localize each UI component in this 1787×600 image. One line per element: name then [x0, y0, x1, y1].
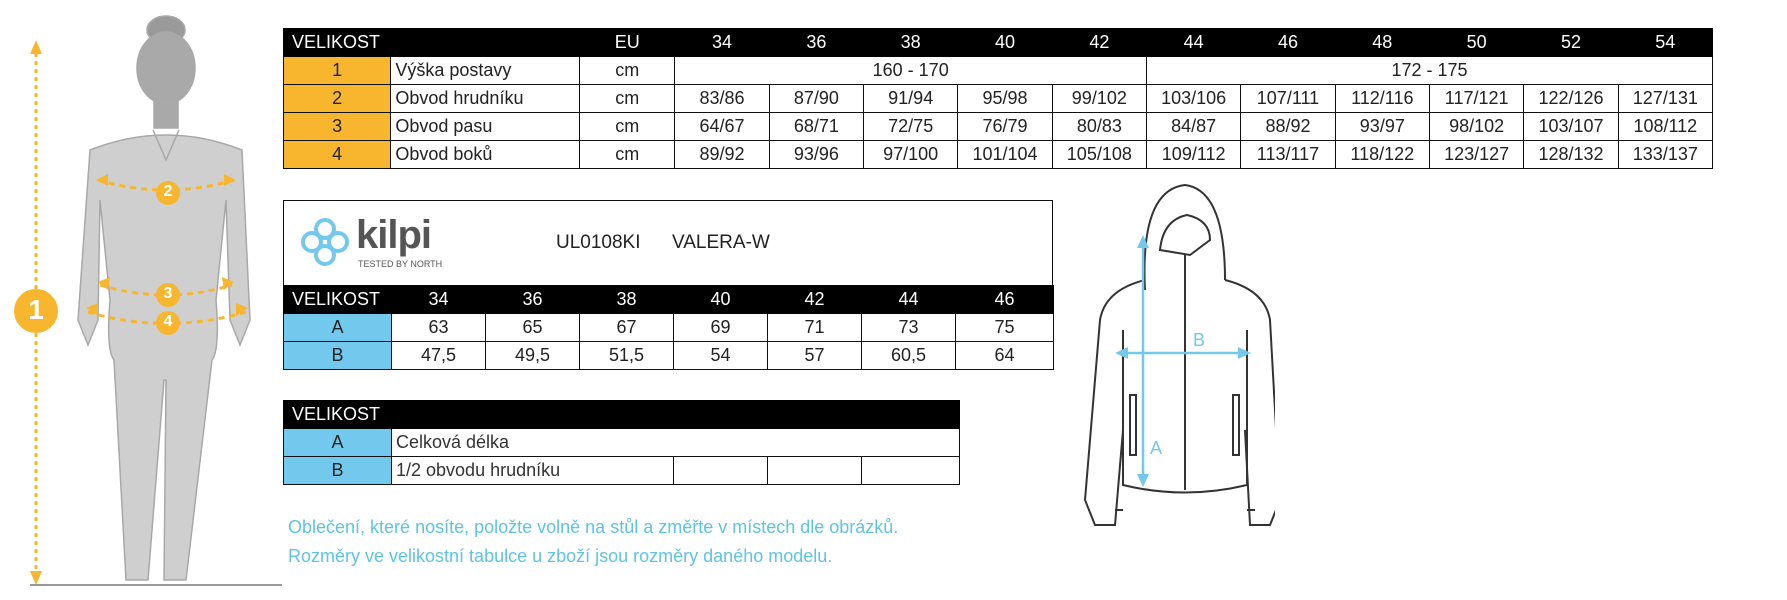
header-size: 50	[1429, 29, 1523, 57]
body-measurement-figure	[0, 0, 290, 600]
row-description: 1/2 obvodu hrudníku	[392, 457, 674, 485]
header-size: 36	[486, 286, 580, 314]
table-cell: 57	[768, 342, 862, 370]
table-cell: 118/122	[1335, 141, 1429, 169]
row-label: A	[284, 314, 392, 342]
table-cell: 112/116	[1335, 85, 1429, 113]
row-number: 2	[284, 85, 391, 113]
row-label: A	[284, 429, 392, 457]
size-chart-table	[283, 28, 1713, 169]
table-cell: 76/79	[958, 113, 1052, 141]
marker-chest: 2	[163, 183, 173, 200]
table-cell: 64/67	[675, 113, 769, 141]
header-size: 42	[768, 286, 862, 314]
row-unit: cm	[580, 141, 675, 169]
brand-header	[283, 200, 1053, 285]
table-cell: 99/102	[1052, 85, 1146, 113]
table-cell: 113/117	[1241, 141, 1335, 169]
table-cell: 107/111	[1241, 85, 1335, 113]
header-size: 38	[580, 286, 674, 314]
marker-waist: 3	[163, 285, 173, 302]
table-cell: 127/131	[1618, 85, 1712, 113]
row-label: B	[284, 457, 392, 485]
table-row	[284, 457, 960, 485]
table-cell: 133/137	[1618, 141, 1712, 169]
table-row	[284, 85, 1713, 113]
table-cell: 89/92	[675, 141, 769, 169]
row-label: Výška postavy	[391, 57, 580, 85]
kilpi-knot-logo-icon	[298, 215, 352, 269]
table-row	[284, 57, 1713, 85]
table-cell: 80/83	[1052, 113, 1146, 141]
legend-header	[284, 401, 960, 429]
row-number: 3	[284, 113, 391, 141]
jacket-label-b: B	[1193, 330, 1206, 350]
header-size: 34	[392, 286, 486, 314]
table-cell: 64	[956, 342, 1054, 370]
table-cell: 54	[674, 342, 768, 370]
note-line: Oblečení, které nosíte, položte volně na stůl a změřte v místech dle obrázků.	[288, 517, 899, 537]
header-size: 46	[956, 286, 1054, 314]
header-size: 34	[675, 29, 769, 57]
table-cell: 122/126	[1524, 85, 1618, 113]
row-unit: cm	[580, 113, 675, 141]
height-group-cell: 160 - 170	[675, 57, 1147, 85]
table-cell: 117/121	[1429, 85, 1523, 113]
header-size: 46	[1241, 29, 1335, 57]
header-size: 38	[864, 29, 958, 57]
table-cell: 93/96	[769, 141, 863, 169]
empty-cell	[674, 457, 768, 485]
row-description: Celková délka	[392, 429, 960, 457]
table-row	[284, 342, 1054, 370]
table-cell: 95/98	[958, 85, 1052, 113]
table-cell: 88/92	[1241, 113, 1335, 141]
table-cell: 49,5	[486, 342, 580, 370]
row-unit: cm	[580, 85, 675, 113]
table-cell: 91/94	[864, 85, 958, 113]
table-row	[284, 113, 1713, 141]
table-cell: 103/106	[1147, 85, 1241, 113]
table-cell: 73	[862, 314, 956, 342]
note-line: Rozměry ve velikostní tabulce u zboží jsou rozměry daného modelu.	[288, 546, 833, 566]
table-cell: 47,5	[392, 342, 486, 370]
product-code: UL0108KI	[556, 232, 641, 253]
row-unit: cm	[580, 57, 675, 85]
header-velikost: VELIKOST	[284, 401, 960, 429]
header-size: 44	[1147, 29, 1241, 57]
table-cell: 75	[956, 314, 1054, 342]
row-label: Obvod hrudníku	[391, 85, 580, 113]
table-cell: 98/102	[1429, 113, 1523, 141]
table-cell: 97/100	[864, 141, 958, 169]
model-size-table	[283, 285, 1054, 370]
marker-hips: 4	[163, 313, 173, 330]
table-cell: 103/107	[1524, 113, 1618, 141]
empty-cell	[768, 457, 862, 485]
table-cell: 60,5	[862, 342, 956, 370]
header-size: 52	[1524, 29, 1618, 57]
row-label: Obvod boků	[391, 141, 580, 169]
table-cell: 67	[580, 314, 674, 342]
size-chart-header	[284, 29, 1713, 57]
header-size: 36	[769, 29, 863, 57]
jacket-measurement-figure	[1075, 180, 1275, 530]
legend-table	[283, 400, 960, 485]
table-row	[284, 141, 1713, 169]
table-cell: 65	[486, 314, 580, 342]
header-size: 40	[958, 29, 1052, 57]
table-cell: 93/97	[1335, 113, 1429, 141]
table-cell: 69	[674, 314, 768, 342]
table-cell: 108/112	[1618, 113, 1712, 141]
table-cell: 128/132	[1524, 141, 1618, 169]
model-table-header	[284, 286, 1054, 314]
header-size: 48	[1335, 29, 1429, 57]
empty-cell	[862, 457, 960, 485]
row-number: 4	[284, 141, 391, 169]
table-cell: 87/90	[769, 85, 863, 113]
table-cell: 72/75	[864, 113, 958, 141]
jacket-label-a: A	[1150, 438, 1163, 458]
header-size: 40	[674, 286, 768, 314]
height-group-cell: 172 - 175	[1147, 57, 1713, 85]
row-number: 1	[284, 57, 391, 85]
header-eu: EU	[580, 29, 675, 57]
table-cell: 101/104	[958, 141, 1052, 169]
table-cell: 109/112	[1147, 141, 1241, 169]
table-cell: 51,5	[580, 342, 674, 370]
header-velikost: VELIKOST	[284, 286, 392, 314]
table-cell: 83/86	[675, 85, 769, 113]
row-label: B	[284, 342, 392, 370]
row-label: Obvod pasu	[391, 113, 580, 141]
table-cell: 84/87	[1147, 113, 1241, 141]
jacket-outline-icon	[1075, 180, 1275, 530]
table-cell: 68/71	[769, 113, 863, 141]
table-row	[284, 314, 1054, 342]
header-size: 42	[1052, 29, 1146, 57]
header-size: 44	[862, 286, 956, 314]
table-cell: 63	[392, 314, 486, 342]
table-cell: 71	[768, 314, 862, 342]
table-cell: 105/108	[1052, 141, 1146, 169]
product-model: VALERA-W	[672, 232, 770, 253]
brand-name: kilpi	[356, 213, 432, 257]
brand-tagline: TESTED BY NORTH	[358, 259, 443, 269]
header-size: 54	[1618, 29, 1712, 57]
table-row	[284, 429, 960, 457]
marker-height: 1	[28, 294, 44, 325]
table-cell: 123/127	[1429, 141, 1523, 169]
header-velikost: VELIKOST	[284, 29, 580, 57]
